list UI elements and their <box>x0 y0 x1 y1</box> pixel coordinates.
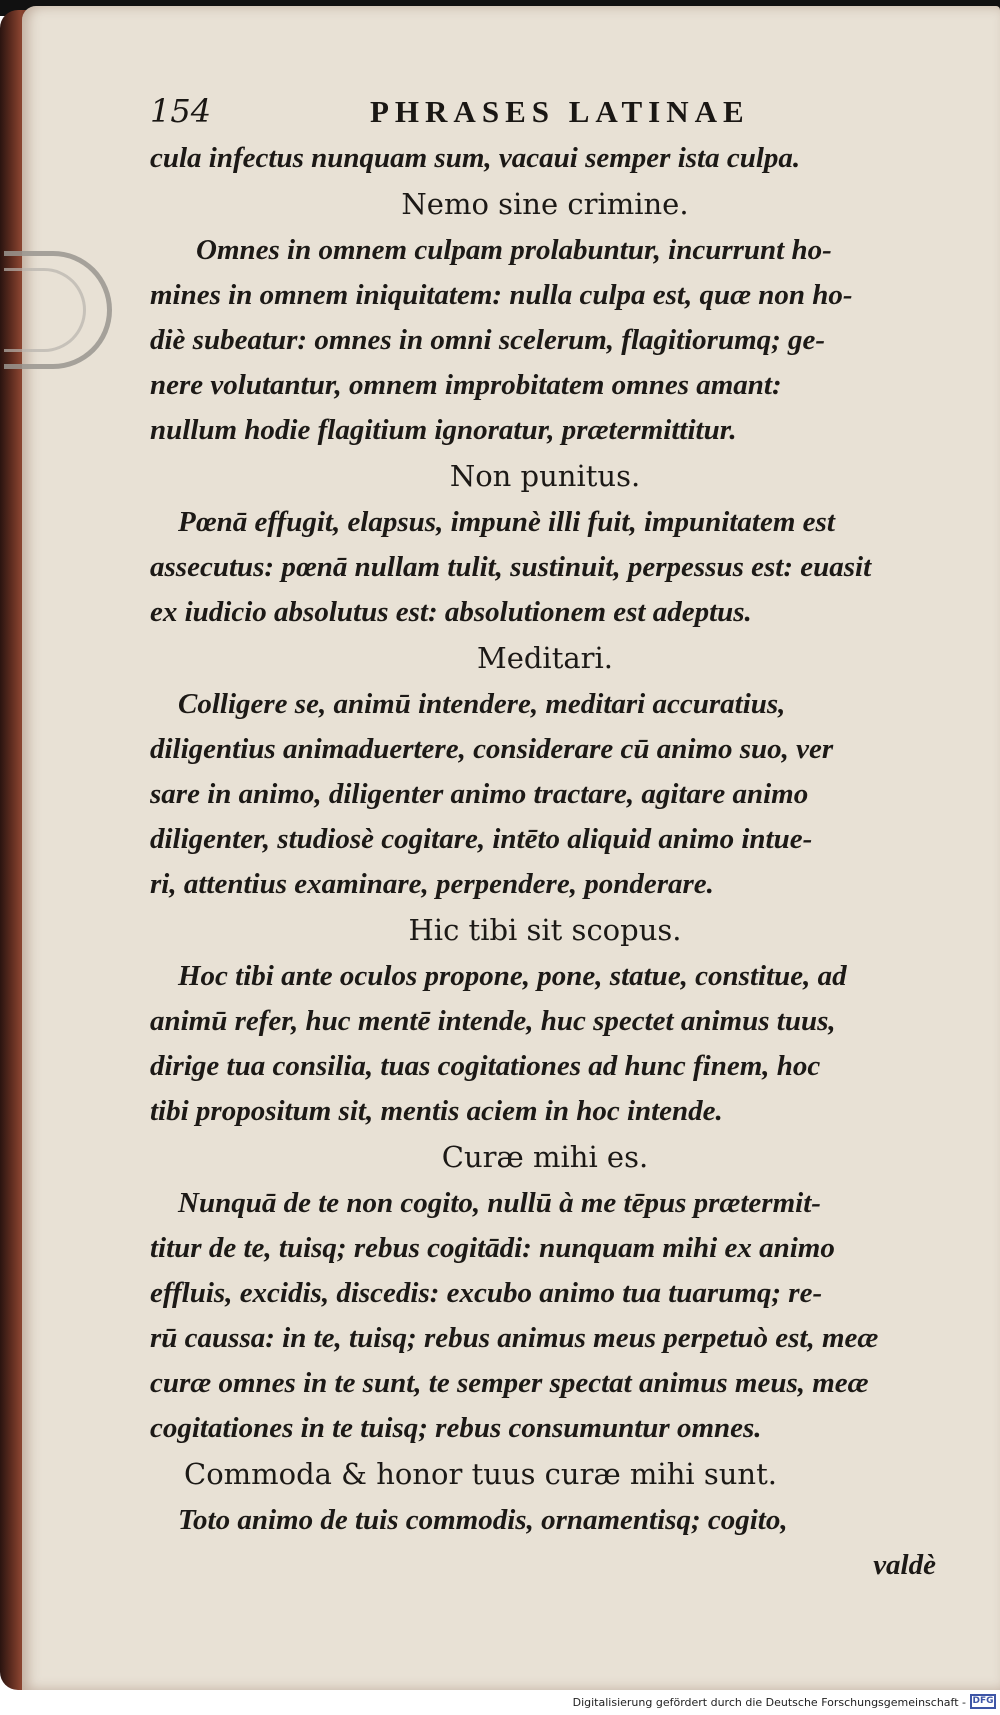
text-line: ex iudicio absolutus est: absolutionem est adeptus. <box>150 596 752 628</box>
section-heading: Curæ mihi es. <box>441 1140 649 1174</box>
catchword: valdè <box>873 1549 936 1581</box>
text-block <box>150 136 940 1588</box>
page-header <box>150 92 940 136</box>
text-line: nere volutantur, omnem improbitatem omnes amant: <box>150 369 782 401</box>
text-line: mines in omnem iniquitatem: nulla culpa est, quæ non ho- <box>150 279 853 311</box>
text-line: cula infectus nunquam sum, vacaui semper ista culpa. <box>150 142 801 174</box>
section-heading: Nemo sine crimine. <box>401 187 689 221</box>
text-line: Colligere se, animū intendere, meditari accuratius, <box>178 688 786 720</box>
text-line: assecutus: pœnā nullam tulit, sustinuit, perpessus est: euasit <box>150 551 872 583</box>
dfg-logo: DFG <box>970 1694 996 1709</box>
text-line: diligenter, studiosè cogitare, intēto aliquid animo intue- <box>150 823 813 855</box>
page-number: 154 <box>150 92 212 130</box>
text-line: titur de te, tuisq; rebus cogitādi: nunquam mihi ex animo <box>150 1232 835 1264</box>
text-line: Hoc tibi ante oculos propone, pone, statue, constitue, ad <box>178 960 847 992</box>
page-clip-inner <box>4 268 86 352</box>
text-line: rū caussa: in te, tuisq; rebus animus meus perpetuò est, meæ <box>150 1322 879 1354</box>
text-line: Omnes in omnem culpam prolabuntur, incurrunt ho- <box>196 234 832 266</box>
text-line: animū refer, huc mentē intende, huc spectet animus tuus, <box>150 1005 836 1037</box>
section-heading: Non punitus. <box>449 459 641 493</box>
text-line: sare in animo, diligenter animo tractare, agitare animo <box>150 778 809 810</box>
section-heading: Commoda & honor tuus curæ mihi sunt. <box>184 1457 777 1491</box>
text-line: diligentius animaduertere, considerare cū animo suo, ver <box>150 733 834 765</box>
text-line: diè subeatur: omnes in omni scelerum, flagitiorumq; ge- <box>150 324 826 356</box>
section-heading: Hic tibi sit scopus. <box>408 913 682 947</box>
text-line: Nunquā de te non cogito, nullū à me tēpus prætermit- <box>178 1187 821 1219</box>
text-line: effluis, excidis, discedis: excubo animo tua tuarumq; re- <box>150 1277 823 1309</box>
text-line: nullum hodie flagitium ignoratur, prætermittitur. <box>150 414 737 446</box>
text-line: Toto animo de tuis commodis, ornamentisq; cogito, <box>178 1504 788 1536</box>
running-head: PHRASES LATINAE <box>370 94 750 129</box>
text-line: curæ omnes in te sunt, te semper spectat animus meus, meæ <box>150 1367 869 1399</box>
text-line: tibi propositum sit, mentis aciem in hoc intende. <box>150 1095 723 1127</box>
section-heading: Meditari. <box>477 641 613 675</box>
text-line: cogitationes in te tuisq; rebus consumuntur omnes. <box>150 1412 762 1444</box>
text-line: ri, attentius examinare, perpendere, ponderare. <box>150 868 714 900</box>
text-line: dirige tua consilia, tuas cogitationes ad hunc finem, hoc <box>150 1050 821 1082</box>
text-line: Pœnā effugit, elapsus, impunè illi fuit, impunitatem est <box>178 506 835 538</box>
footer-credit: Digitalisierung gefördert durch die Deutsche Forschungsgemeinschaft - <box>572 1696 966 1709</box>
